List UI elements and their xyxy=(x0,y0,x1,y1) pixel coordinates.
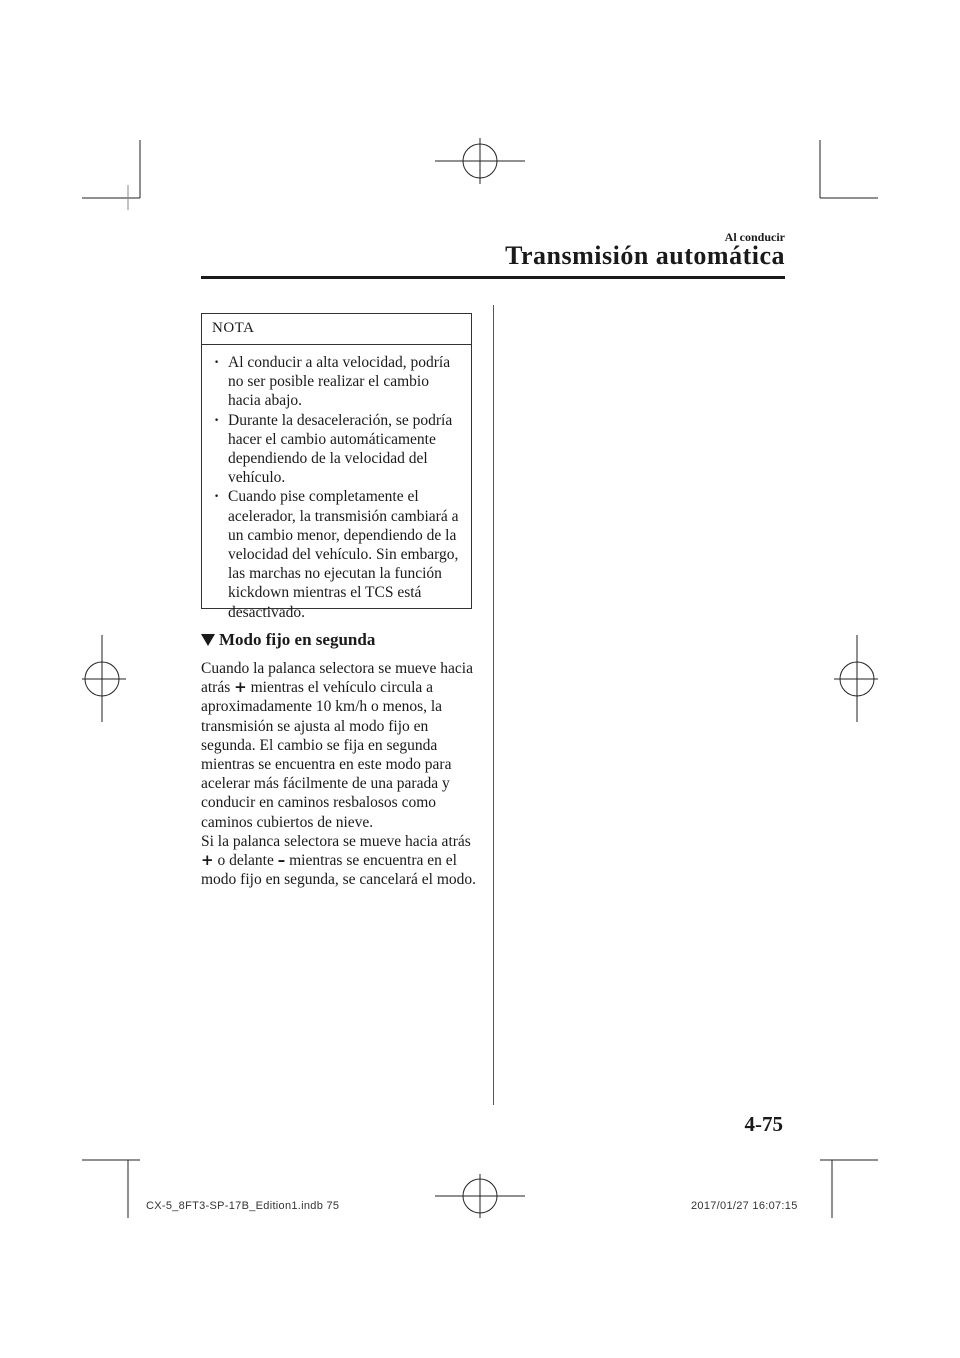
note-item: · Cuando pise completamente el acelerador, la transmisión cambiará a un cambio menor, dependiendo de la velocidad del vehículo. Sin embargo, las marchas no ejecutan la función kickdown mientras el TCS está desactivado. xyxy=(212,487,465,621)
note-list xyxy=(212,353,465,622)
note-item: · Durante la desaceleración, se podría hacer el cambio automáticamente dependiendo de la velocidad del vehículo. xyxy=(212,411,465,488)
registration-target-left xyxy=(82,635,126,722)
paragraph-text: Cuando la palanca selectora se mueve hacia atrás xyxy=(201,660,473,697)
footer-filename: CX-5_8FT3-SP-17B_Edition1.indb 75 xyxy=(146,1200,340,1212)
minus-icon: – xyxy=(277,851,286,870)
registration-target-bottom xyxy=(435,1174,525,1218)
section-body xyxy=(201,659,486,889)
registration-target-right xyxy=(834,635,878,722)
registration-target-top xyxy=(435,138,525,184)
note-divider xyxy=(202,344,471,345)
section-label: Al conducir xyxy=(724,230,785,244)
column-divider xyxy=(493,305,494,1105)
paragraph xyxy=(201,659,486,832)
note-item: · Al conducir a alta velocidad, podría no ser posible realizar el cambio hacia abajo. xyxy=(212,353,465,411)
page-title: Transmisión automática xyxy=(505,241,785,270)
paragraph-text: Si la palanca selectora se mueve hacia atrás xyxy=(201,832,471,850)
footer-timestamp: 2017/01/27 16:07:15 xyxy=(691,1200,798,1212)
paragraph-text: o delante xyxy=(217,852,274,870)
paragraph-text: mientras el vehículo circula a aproximadamente 10 km/h o menos, la transmisión se ajusta al modo fijo en segunda. El cambio se fija en segunda mientras se encuentra en este modo para acelerar más fácilmente de una parada y conducir en caminos resbalosos como caminos cubiertos de nieve. xyxy=(201,679,452,831)
section-heading xyxy=(201,630,375,650)
header-rule xyxy=(201,276,785,279)
note-title: NOTA xyxy=(212,320,255,336)
section-heading-text: Modo fijo en segunda xyxy=(219,630,376,649)
plus-icon: + xyxy=(234,678,247,697)
paragraph-text: mientras se encuentra en el modo fijo en segunda, se cancelará el modo. xyxy=(201,852,477,889)
note-box xyxy=(201,313,472,621)
triangle-down-icon xyxy=(201,634,215,646)
paragraph xyxy=(201,832,486,890)
plus-icon: + xyxy=(201,851,214,870)
page-number: 4-75 xyxy=(744,1112,783,1136)
